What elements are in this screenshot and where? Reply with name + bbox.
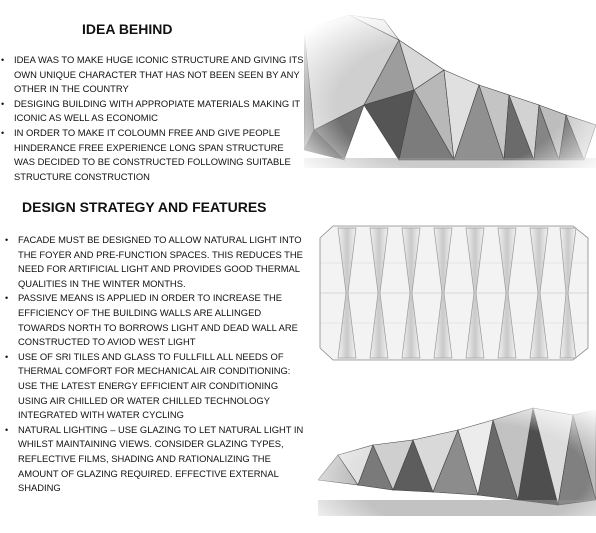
heading-idea-behind: IDEA BEHIND bbox=[82, 21, 173, 37]
list-item: • FACADE MUST BE DESIGNED TO ALLOW NATURAL LIGHT INTO THE FOYER AND PRE-FUNCTION SPACES. THIS REDUCES THE NEED FOR ARTIFICIAL LIGHT AND PROVIDES GOOD THERMAL QUALITIES IN THE WINTER MONTHS. bbox=[18, 233, 308, 291]
list-item: • IDEA WAS TO MAKE HUGE ICONIC STRUCTURE AND GIVING ITS OWN UNIQUE CHARACTER THAT HAS NOT BEEN SEEN BY ANY OTHER IN THE COUNTRY bbox=[14, 53, 304, 97]
structure-perspective-sketch bbox=[304, 10, 596, 180]
idea-behind-list bbox=[14, 53, 304, 184]
facade-elevation-sketch bbox=[308, 218, 596, 368]
list-item: • DESIGING BUILDING WITH APPROPIATE MATERIALS MAKING IT ICONIC AS WELL AS ECONOMIC bbox=[14, 97, 304, 126]
structure-sideview-sketch bbox=[318, 400, 596, 528]
list-item: • IN ORDER TO MAKE IT COLOUMN FREE AND GIVE PEOPLE HINDERANCE FREE EXPERIENCE LONG SPAN STRUCTURE WAS DECIDED TO BE CONSTRUCTED FOLLOWING SUITABLE STRUCTURE CONSTRUCTION bbox=[14, 126, 304, 184]
heading-design-strategy: DESIGN STRATEGY AND FEATURES bbox=[22, 199, 267, 215]
design-strategy-list bbox=[18, 233, 308, 496]
list-item: • NATURAL LIGHTING – USE GLAZING TO LET NATURAL LIGHT IN WHILST MAINTAINING VIEWS. CONSIDER GLAZING TYPES, REFLECTIVE FILMS, SHADING AND RATIONALIZING THE AMOUNT OF GLAZING REQUIRED. EFFECTIVE EXTERNAL SHADING bbox=[18, 423, 308, 496]
list-item: • USE OF SRI TILES AND GLASS TO FULLFILL ALL NEEDS OF THERMAL COMFORT FOR MECHANICAL AIR CONDITIONING: USE THE LATEST ENERGY EFFICIENT AIR CONDITIONING USING AIR CHILLED OR WATER CHILLED TECHNOLOGY INTEGRATED WITH WATER CYCLING bbox=[18, 350, 308, 423]
list-item: • PASSIVE MEANS IS APPLIED IN ORDER TO INCREASE THE EFFICIENCY OF THE BUILDING WALLS ARE ALLINGED TOWARDS NORTH TO BORROWS LIGHT AND DEAD WALL ARE CONSTRUCTED TO AVIOD WEST LIGHT bbox=[18, 291, 308, 349]
